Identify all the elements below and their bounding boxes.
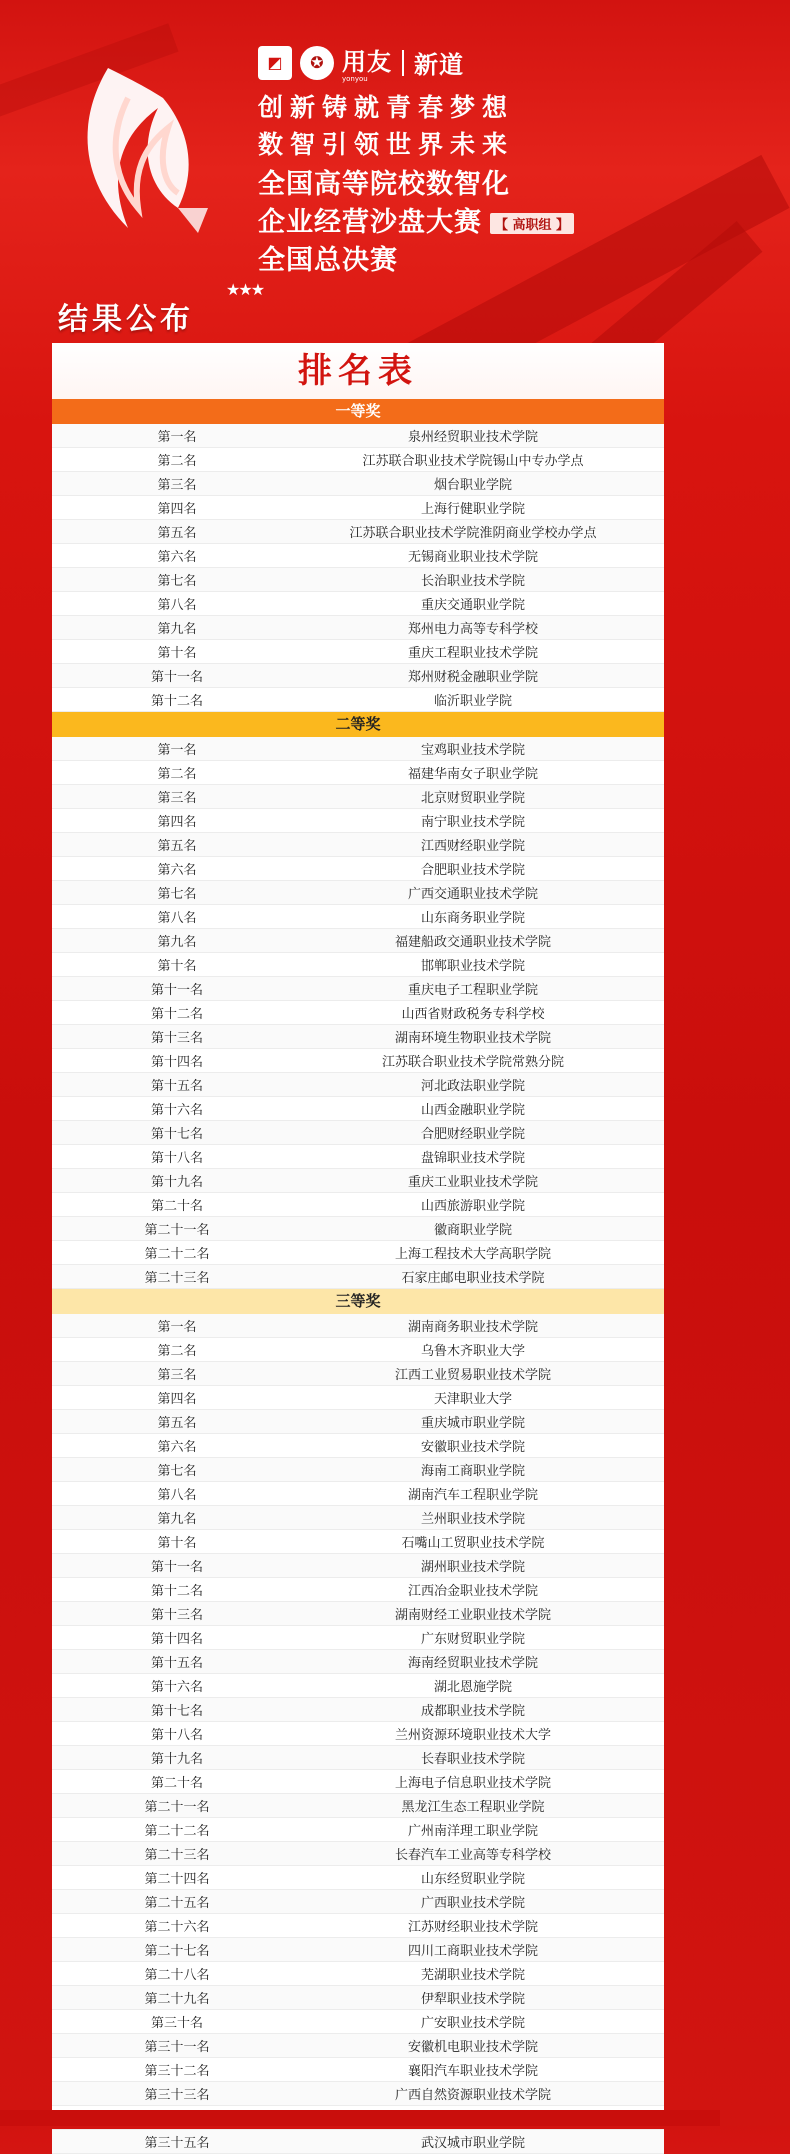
rank-cell: 第二名	[157, 767, 197, 782]
table-row	[52, 737, 664, 761]
school-cell: 湖南汽车工程职业学院	[407, 1488, 538, 1503]
table-row	[52, 1626, 664, 1650]
rank-cell: 第十一名	[150, 1560, 203, 1575]
rank-cell: 第三名	[157, 1368, 197, 1383]
rank-cell: 第三十一名	[144, 2040, 210, 2055]
school-cell: 广安职业技术学院	[420, 2016, 525, 2031]
school-cell: 山东商务职业学院	[420, 911, 525, 926]
rank-cell: 第二十名	[150, 1776, 203, 1791]
school-cell: 湖南财经工业职业技术学院	[394, 1608, 551, 1623]
table-row	[52, 1241, 664, 1265]
school-cell: 兰州资源环境职业技术大学	[394, 1728, 551, 1743]
table-row	[52, 568, 664, 592]
rank-cell: 第五名	[157, 1416, 197, 1431]
table-row	[52, 929, 664, 953]
table-row	[52, 977, 664, 1001]
school-cell: 山西金融职业学院	[420, 1103, 525, 1118]
rank-cell: 第七名	[157, 887, 197, 902]
school-cell: 江苏联合职业技术学院淮阴商业学校办学点	[349, 526, 597, 541]
table-row	[52, 2058, 664, 2082]
rank-cell: 第一名	[157, 430, 197, 445]
table-row	[52, 1722, 664, 1746]
table-row	[52, 1530, 664, 1554]
table-row	[52, 1265, 664, 1289]
table-row	[52, 1506, 664, 1530]
rank-cell: 第八名	[157, 911, 197, 926]
rank-cell: 第三十五名	[144, 2136, 210, 2151]
rank-cell: 第五名	[157, 839, 197, 854]
rank-cell: 第四名	[157, 1392, 197, 1407]
table-row	[52, 1962, 664, 1986]
school-cell: 广西职业技术学院	[420, 1896, 525, 1911]
table-row	[52, 1386, 664, 1410]
school-cell: 江西冶金职业技术学院	[407, 1584, 538, 1599]
school-cell: 无锡商业职业技术学院	[407, 550, 538, 565]
school-cell: 徽商职业学院	[433, 1223, 512, 1238]
school-cell: 长治职业技术学院	[420, 574, 525, 589]
rank-cell: 第十二名	[150, 1584, 203, 1599]
table-row	[52, 1674, 664, 1698]
table-row	[52, 1602, 664, 1626]
table-row	[52, 1145, 664, 1169]
school-cell: 临沂职业学院	[433, 694, 512, 709]
rank-cell: 第二十二名	[144, 1824, 210, 1839]
table-row	[52, 1193, 664, 1217]
school-cell: 黑龙江生态工程职业学院	[401, 1800, 545, 1815]
school-cell: 湖南环境生物职业技术学院	[394, 1031, 551, 1046]
section-rows	[52, 424, 664, 712]
section-header: 二等奖	[52, 712, 664, 737]
rank-cell: 第九名	[157, 935, 197, 950]
group-badge: 【 高职组 】	[490, 213, 574, 234]
section-rows	[52, 737, 664, 1289]
table-row	[52, 1217, 664, 1241]
section-header: 一等奖	[52, 399, 664, 424]
table-row	[52, 761, 664, 785]
school-cell: 盘锦职业技术学院	[420, 1151, 525, 1166]
table-row	[52, 520, 664, 544]
table-row	[52, 1650, 664, 1674]
school-cell: 江苏联合职业技术学院锡山中专办学点	[362, 454, 584, 469]
school-cell: 泉州经贸职业技术学院	[407, 430, 538, 445]
table-row	[52, 1314, 664, 1338]
rank-cell: 第五名	[157, 526, 197, 541]
rank-cell: 第四名	[157, 502, 197, 517]
rank-cell: 第十八名	[150, 1151, 203, 1166]
rank-cell: 第二十四名	[144, 1872, 210, 1887]
rank-cell: 第十五名	[150, 1656, 203, 1671]
school-cell: 广东财贸职业学院	[420, 1632, 525, 1647]
rank-cell: 第二十一名	[144, 1223, 210, 1238]
rank-cell: 第三十二名	[144, 2064, 210, 2079]
rank-cell: 第三名	[157, 791, 197, 806]
rank-cell: 第八名	[157, 1488, 197, 1503]
school-cell: 福建船政交通职业技术学院	[394, 935, 551, 950]
rank-cell: 第十六名	[150, 1103, 203, 1118]
table-row	[52, 1025, 664, 1049]
school-cell: 海南经贸职业技术学院	[407, 1656, 538, 1671]
school-cell: 伊犁职业技术学院	[420, 1992, 525, 2007]
table-row	[52, 592, 664, 616]
slogan-line-1: 创新铸就青春梦想	[258, 93, 515, 122]
table-row	[52, 448, 664, 472]
school-cell: 烟台职业学院	[433, 478, 512, 493]
table-row	[52, 1986, 664, 2010]
rank-cell: 第十四名	[150, 1632, 203, 1647]
table-row	[52, 544, 664, 568]
table-row	[52, 1770, 664, 1794]
rank-cell: 第三十名	[150, 2016, 203, 2031]
rank-cell: 第十五名	[150, 1079, 203, 1094]
table-row	[52, 1938, 664, 1962]
rank-cell: 第二十五名	[144, 1896, 210, 1911]
table-row	[52, 1169, 664, 1193]
table-row	[52, 1362, 664, 1386]
rank-cell: 第四名	[157, 815, 197, 830]
logo-xindao: 新道	[414, 51, 464, 79]
event-title-line-2: 企业经营沙盘大赛 【 高职组 】	[258, 200, 574, 239]
table-row	[52, 1698, 664, 1722]
school-cell: 合肥财经职业学院	[420, 1127, 525, 1142]
rank-cell: 第十四名	[150, 1055, 203, 1070]
table-row	[52, 1914, 664, 1938]
ranking-table	[52, 399, 664, 2154]
rank-cell: 第三名	[157, 478, 197, 493]
slogan-line-2: 数智引领世界未来	[258, 130, 515, 159]
school-cell: 天津职业大学	[433, 1392, 512, 1407]
rank-cell: 第十名	[157, 959, 197, 974]
school-cell: 长春汽车工业高等专科学校	[394, 1848, 551, 1863]
table-row	[52, 2010, 664, 2034]
rank-cell: 第十二名	[150, 694, 203, 709]
rank-cell: 第二十三名	[144, 1271, 210, 1286]
school-cell: 襄阳汽车职业技术学院	[407, 2064, 538, 2079]
table-row	[52, 2082, 664, 2106]
school-cell: 安徽机电职业技术学院	[407, 2040, 538, 2055]
school-cell: 南宁职业技术学院	[420, 815, 525, 830]
school-cell: 湖州职业技术学院	[420, 1560, 525, 1575]
table-row	[52, 424, 664, 448]
rank-cell: 第十六名	[150, 1680, 203, 1695]
table-row	[52, 905, 664, 929]
table-row	[52, 1890, 664, 1914]
rank-cell: 第六名	[157, 1440, 197, 1455]
table-row	[52, 1794, 664, 1818]
school-cell: 河北政法职业学院	[420, 1079, 525, 1094]
school-cell: 重庆交通职业学院	[420, 598, 525, 613]
school-cell: 四川工商职业技术学院	[407, 1944, 538, 1959]
rank-cell: 第六名	[157, 550, 197, 565]
table-row	[52, 1818, 664, 1842]
school-cell: 福建华南女子职业学院	[407, 767, 538, 782]
table-row	[52, 1554, 664, 1578]
table-row	[52, 833, 664, 857]
school-cell: 武汉城市职业学院	[420, 2136, 525, 2151]
table-row	[52, 472, 664, 496]
rank-cell: 第九名	[157, 1512, 197, 1527]
rank-cell: 第十一名	[150, 983, 203, 998]
rank-cell: 第二十八名	[144, 1968, 210, 1983]
rank-cell: 第二名	[157, 1344, 197, 1359]
rank-cell: 第二名	[157, 454, 197, 469]
school-cell: 江西工业贸易职业技术学院	[394, 1368, 551, 1383]
school-cell: 重庆电子工程职业学院	[407, 983, 538, 998]
school-cell: 广州南洋理工职业学院	[407, 1824, 538, 1839]
table-row	[52, 1121, 664, 1145]
school-cell: 长春职业技术学院	[420, 1752, 525, 1767]
school-cell: 湖南商务职业技术学院	[407, 1320, 538, 1335]
table-row	[52, 1842, 664, 1866]
table-row	[52, 1746, 664, 1770]
sponsor-logos	[258, 42, 464, 83]
school-cell: 安徽职业技术学院	[420, 1440, 525, 1455]
school-cell: 兰州职业技术学院	[420, 1512, 525, 1527]
school-cell: 郑州电力高等专科学校	[407, 622, 538, 637]
section-header: 三等奖	[52, 1289, 664, 1314]
table-row	[52, 785, 664, 809]
school-cell: 广西自然资源职业技术学院	[394, 2088, 551, 2103]
school-cell: 海南工商职业学院	[420, 1464, 525, 1479]
school-cell: 邯郸职业技术学院	[420, 959, 525, 974]
rank-cell: 第九名	[157, 622, 197, 637]
school-cell: 江西财经职业学院	[420, 839, 525, 854]
table-row	[52, 2034, 664, 2058]
rank-cell: 第十七名	[150, 1704, 203, 1719]
table-row	[52, 809, 664, 833]
table-row	[52, 1578, 664, 1602]
school-cell: 宝鸡职业技术学院	[420, 743, 525, 758]
table-row	[52, 1073, 664, 1097]
school-cell: 上海电子信息职业技术学院	[394, 1776, 551, 1791]
school-cell: 山东经贸职业学院	[420, 1872, 525, 1887]
school-cell: 山西旅游职业学院	[420, 1199, 525, 1214]
rank-cell: 第十三名	[150, 1608, 203, 1623]
torch-flame-logo	[68, 58, 218, 258]
table-row	[52, 2130, 664, 2154]
school-cell: 上海工程技术大学高职学院	[394, 1247, 551, 1262]
rank-cell: 第十八名	[150, 1728, 203, 1743]
section-rows	[52, 1314, 664, 2154]
rank-cell: 第六名	[157, 863, 197, 878]
school-cell: 乌鲁木齐职业大学	[420, 1344, 525, 1359]
rank-cell: 第三十三名	[144, 2088, 210, 2103]
table-row	[52, 664, 664, 688]
school-cell: 郑州财税金融职业学院	[407, 670, 538, 685]
rank-cell: 第一名	[157, 743, 197, 758]
rank-cell: 第二十一名	[144, 1800, 210, 1815]
bottom-band	[0, 2110, 720, 2126]
rank-cell: 第二十七名	[144, 1944, 210, 1959]
table-row	[52, 857, 664, 881]
logo-yonyou: 用友 yonyou	[342, 48, 392, 83]
ranking-table-title: 排名表	[52, 343, 664, 399]
table-row	[52, 1434, 664, 1458]
school-cell: 重庆工程职业技术学院	[407, 646, 538, 661]
rank-cell: 第十九名	[150, 1175, 203, 1190]
rank-cell: 第二十六名	[144, 1920, 210, 1935]
table-row	[52, 640, 664, 664]
stars-icon: ★★★	[226, 280, 264, 299]
yonyou-logo-icon: ◩	[258, 46, 292, 80]
rank-cell: 第一名	[157, 1320, 197, 1335]
table-row	[52, 1001, 664, 1025]
school-cell: 江苏联合职业技术学院常熟分院	[381, 1055, 564, 1070]
results-heading: 结果公布	[58, 302, 194, 337]
event-title-line-1: 全国高等院校数智化	[258, 169, 510, 200]
table-row	[52, 688, 664, 712]
rank-cell: 第八名	[157, 598, 197, 613]
rank-cell: 第十名	[157, 1536, 197, 1551]
hero-banner	[0, 0, 720, 344]
rank-cell: 第二十三名	[144, 1848, 210, 1863]
school-cell: 重庆城市职业学院	[420, 1416, 525, 1431]
school-cell: 山西省财政税务专科学校	[401, 1007, 545, 1022]
school-cell: 成都职业技术学院	[420, 1704, 525, 1719]
school-cell: 上海行健职业学院	[420, 502, 525, 517]
table-row	[52, 953, 664, 977]
rank-cell: 第十三名	[150, 1031, 203, 1046]
table-row	[52, 496, 664, 520]
table-row	[52, 1458, 664, 1482]
ranking-panel	[52, 343, 664, 2151]
university-seal-icon: ✪	[300, 46, 334, 80]
table-row	[52, 1338, 664, 1362]
rank-cell: 第二十名	[150, 1199, 203, 1214]
logo-divider	[402, 50, 404, 76]
school-cell: 石家庄邮电职业技术学院	[401, 1271, 545, 1286]
rank-cell: 第二十九名	[144, 1992, 210, 2007]
table-row	[52, 1866, 664, 1890]
rank-cell: 第十一名	[150, 670, 203, 685]
school-cell: 重庆工业职业技术学院	[407, 1175, 538, 1190]
school-cell: 北京财贸职业学院	[420, 791, 525, 806]
rank-cell: 第十九名	[150, 1752, 203, 1767]
rank-cell: 第十七名	[150, 1127, 203, 1142]
rank-cell: 第七名	[157, 1464, 197, 1479]
school-cell: 芜湖职业技术学院	[420, 1968, 525, 1983]
table-row	[52, 1049, 664, 1073]
school-cell: 石嘴山工贸职业技术学院	[401, 1536, 545, 1551]
rank-cell: 第十二名	[150, 1007, 203, 1022]
school-cell: 江苏财经职业技术学院	[407, 1920, 538, 1935]
school-cell: 合肥职业技术学院	[420, 863, 525, 878]
event-title-line-3: 全国总决赛	[258, 245, 398, 276]
rank-cell: 第十名	[157, 646, 197, 661]
table-row	[52, 1482, 664, 1506]
table-row	[52, 1410, 664, 1434]
table-row	[52, 881, 664, 905]
rank-cell: 第二十二名	[144, 1247, 210, 1262]
rank-cell: 第七名	[157, 574, 197, 589]
school-cell: 广西交通职业技术学院	[407, 887, 538, 902]
table-row	[52, 1097, 664, 1121]
school-cell: 湖北恩施学院	[433, 1680, 512, 1695]
table-row	[52, 616, 664, 640]
